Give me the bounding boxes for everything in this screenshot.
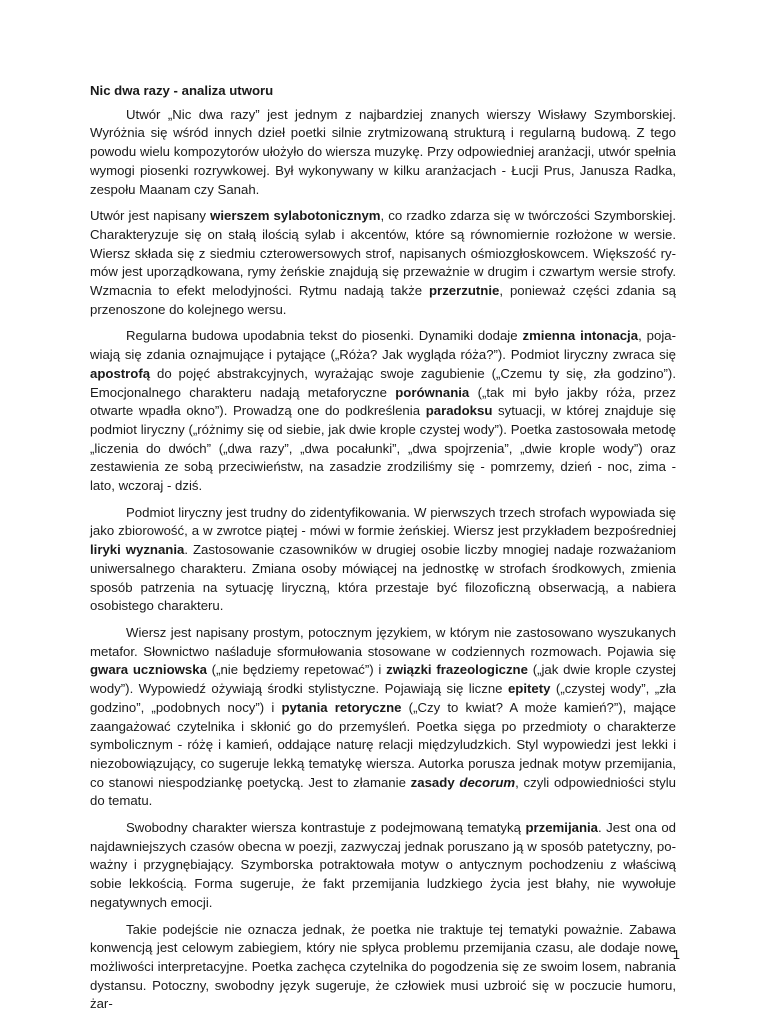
bold-term: przemijania: [525, 820, 598, 836]
emphasis-term: decorum: [459, 774, 516, 790]
document-page: [90, 82, 676, 1022]
paragraph: [90, 819, 676, 913]
bold-term: wierszem sylabotonicznym: [210, 208, 381, 224]
bold-term: paradoksu: [425, 403, 493, 419]
bold-term: zmienna intonacja: [522, 328, 639, 344]
text-run: Swobodny charakter wiersza kontrastuje z podejmowaną tematyką: [126, 820, 526, 836]
bold-term: apostrofą: [90, 365, 151, 381]
text-run: , ponieważ części zdania są przenoszone do kolejnego wersu.: [90, 283, 677, 317]
text-run: Podmiot liryczny jest trudny do zidentyfikowania. W pierwszych trzech strofach wypowiada się jako zbiorowość, a w zwrotce piątej - mówi w formie żeńskiej. Wiersz jest przykładem bezpośredniej: [90, 504, 676, 539]
bold-term: zasady: [410, 774, 460, 790]
text-run: , co rzadko zdarza się w twórczości Szymborskiej. Charakteryzuje się on stałą ilością sylab i akcentów, które są równomiernie rozłożone w wersie. Wiersz składa się z siedmiu czterowersowych strof, napisanych ośmiozgłoskowcem. Większość rymów jest uporządkowana, rymy żeńskie znajdują się przeważnie w drugim i czwartym wersie strofy. Wzmacnia to efekt melodyjności. Rytmu nadają także: [90, 208, 676, 299]
paragraph: [90, 207, 676, 319]
text-run: Utwór „Nic dwa razy” jest jednym z najbardziej znanych wierszy Wisławy Szymborskiej. Wyróżnia się wśród innych dzieł poetki silnie zrytmizowaną strukturą i regularną budową. Z tego powodu wielu kompozytorów ułożyło do wiersza muzykę. Przy odpowiedniej aranżacji, utwór spełnia wymogi piosenki rozrywkowej. Był wykonywany w kilku aranżacjach - Łucji Prus, Janusza Radka, zespołu Maanam czy Sanah.: [90, 106, 676, 197]
bold-term: epitety: [507, 681, 551, 697]
bold-term: pytania retoryczne: [281, 699, 402, 715]
text-run: Utwór jest napisany: [90, 208, 211, 224]
text-run: („Czy to kwiat? A może kamień?”), mające zaangażować czytelnika i skłonić go do przemyśleń. Poetka sięga po przedmioty o charakterze symbolicznym - różę i kamień, oddające naturę relacji międzyludzkich. Styl wypowiedzi jest lekki i niezobowiązujący, co sugeruje lekką tematykę wiersza. Autorka porusza jednak motyw przemijania, co stanowi niespodziankę poetycką. Jest to złamanie: [90, 699, 676, 790]
text-run: sytuacji, w której znajduje się podmiot liryczny („różnimy się od siebie, jak dwie krople czystej wody”). Poetka zastosowała metodę „liczenia do dwóch” („dwa razy”, „dwa pocałunki”, „dwa spojrzenia”, „dwie krople wody”) oraz zestawienia ze sobą przeciwieństw, na zasadzie zrodziliśmy się - pomrzemy, dzień - noc, zima - lato, wczoraj - dziś.: [90, 403, 676, 494]
paragraph: [90, 327, 676, 495]
bold-term: przerzutnie: [429, 283, 500, 299]
bold-term: związki frazeologiczne: [386, 662, 528, 678]
paragraph: [90, 504, 676, 616]
text-run: . Zastosowanie czasowników w drugiej osobie liczby mnogiej nadaje rozważaniom uniwersalnego charakteru. Zmiana osoby mówiącej na jednostkę w strofach środkowych, zmienia sposób patrzenia na sytuację liryczną, która przestaje być filozoficzną obserwacją, a nabiera osobistego charakteru.: [90, 542, 676, 614]
bold-term: gwara uczniowska: [90, 662, 207, 678]
text-run: , czyli odpowiedniości stylu do tematu.: [90, 774, 676, 809]
paragraph: [90, 921, 676, 1015]
bold-term: liryki wyznania: [90, 542, 185, 558]
paragraph: [90, 106, 676, 200]
document-title: Nic dwa razy - analiza utworu: [90, 83, 274, 98]
text-run: („czystej wody”, „zła godzino”, „podobnych nocy”) i: [90, 681, 676, 715]
text-run: („nie będziemy repetować”) i: [206, 662, 387, 678]
text-run: Takie podejście nie oznacza jednak, że poetka nie traktuje tej tematyki poważnie. Zabawa konwencją jest celowym zabiegiem, który nie spłyca problemu przemijania czasu, ale dodaje nowe możliwości interpretacyjne. Poetka zachęca czytelnika do pogodzenia się ze swoim losem, nabrania dystansu. Potoczny, swobodny język sugeruje, że człowiek musi uzbroić się w poczucie humoru, żar-: [90, 921, 676, 1012]
text-run: do pojęć abstrakcyjnych, wyrażając swoje zagubienie („Czemu ty się, zła godzino”). Emocjonalnego charakteru nadają metaforyczne: [90, 365, 676, 400]
text-run: Wiersz jest napisany prostym, potocznym językiem, w którym nie zastosowano wyszukanych metafor. Słownictwo naśladuje sformułowania stosowane w codziennych rozmowach. Pojawia się: [90, 624, 676, 659]
bold-term: porównania: [395, 384, 470, 400]
text-run: Regularna budowa upodabnia tekst do piosenki. Dynamiki dodaje: [126, 328, 523, 344]
text-run: („tak mi było jakby róża, przez otwarte wpadła okno”). Prowadzą one do podkreślenia: [90, 384, 676, 419]
text-run: . Jest ona od najdawniejszych czasów obecna w poezji, zazwyczaj jednak poruszano ją w sposób patetyczny, poważny i przygnębiający. Szymborska potraktowała motyw o antycznym pochodzeniu z właściwą sobie lekkością. Forma sugeruje, że fakt przemijania ludzkiego życia jest błahy, nie wywołuje negatywnych emocji.: [90, 820, 677, 910]
paragraph: [90, 624, 676, 811]
page-number: 1: [672, 947, 680, 962]
text-run: („jak dwie krople czystej wody”). Wypowiedź ożywiają środki stylistyczne. Pojawiają się liczne: [90, 662, 676, 697]
text-run: , pojawiają się zdania oznajmujące i pytające („Róża? Jak wygląda róża?”). Podmiot liryczny zwraca się: [90, 328, 676, 363]
